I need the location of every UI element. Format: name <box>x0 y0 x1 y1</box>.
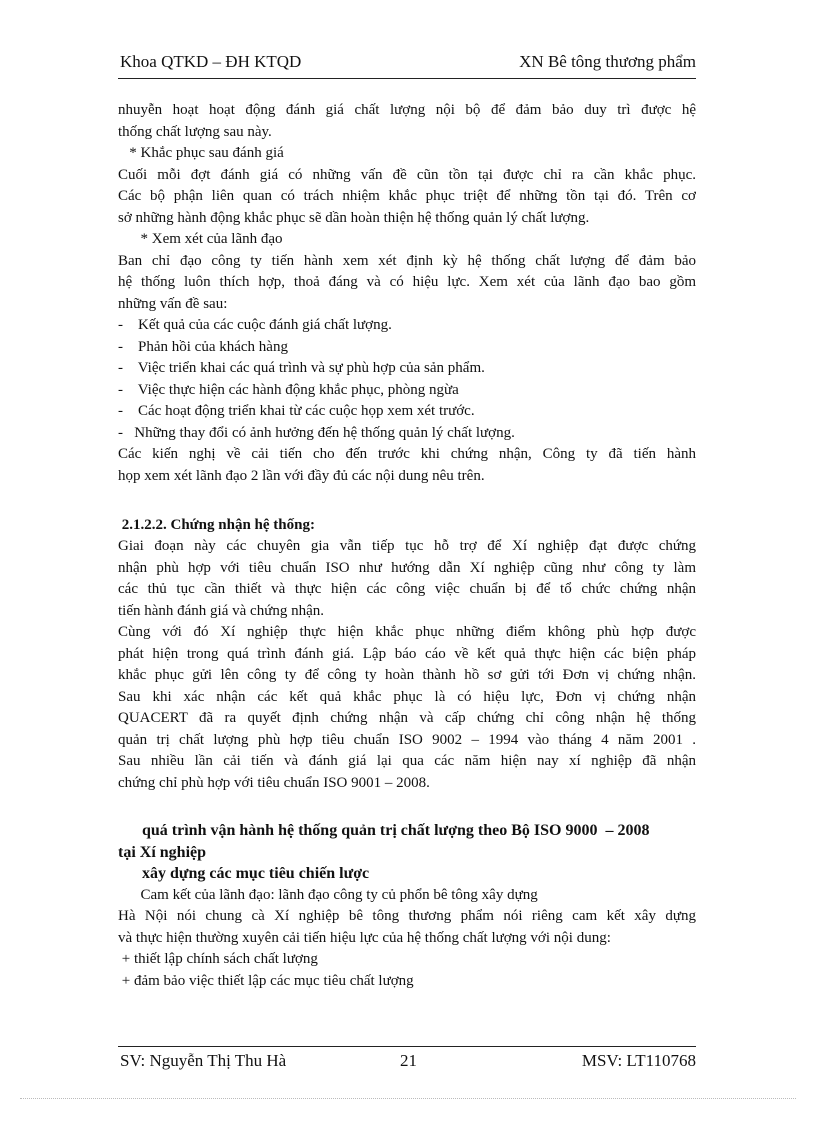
page-header <box>120 52 696 76</box>
text-line: * Khắc phục sau đánh giá <box>118 145 284 161</box>
text-line: và thực hiện thường xuyên cải tiến hiệu lực của hệ thống chất lượng với nội dung: <box>118 929 611 946</box>
text-line: Sau khi xác nhận các kết quả khắc phục là có hiệu lực, Đơn vị chứng nhận <box>118 688 696 705</box>
text-line: khắc phục gửi lên công ty để công ty hoàn thành hồ sơ gửi tới Đơn vị chứng nhận. <box>118 667 696 683</box>
plus-item: + đảm bảo việc thiết lập các mục tiêu chất lượng <box>118 972 414 989</box>
text-line: những vấn đề sau: <box>118 295 228 312</box>
footer-rule <box>118 1046 696 1047</box>
text-line: Cuối mỗi đợt đánh giá có những vấn đề cũn tồn tại được chỉ ra cần khắc phục. <box>118 166 696 183</box>
text-line: Ban chỉ đạo công ty tiến hành xem xét định kỳ hệ thống chất lượng để đảm bảo <box>118 252 696 269</box>
text-line: phát hiện trong quá trình đánh giá. Lập báo cáo về kết quả thực hiện các biện pháp <box>118 645 696 662</box>
text-line: * Xem xét của lãnh đạo <box>118 231 283 247</box>
text-line: Cam kết của lãnh đạo: lãnh đạo công ty củ phổn bê tông xây dựng <box>118 886 538 903</box>
bullet-item: - Các hoạt động triển khai từ các cuộc họp xem xét trước. <box>118 403 475 419</box>
footer-student: SV: Nguyễn Thị Thu Hà <box>120 1051 287 1070</box>
text-line: Hà Nội nói chung cà Xí nghiệp bê tông thương phẩm nói riêng cam kết xây dựng <box>118 908 696 924</box>
text-line: Sau nhiều lần cải tiến và đánh giá lại qua các năm hiện nay xí nghiệp đã nhận <box>118 753 696 769</box>
page-footer <box>120 1051 696 1075</box>
body-text <box>118 100 696 992</box>
subsection-heading-cont: tại Xí nghiệp <box>118 843 207 861</box>
page-edge-dotted-line <box>20 1098 796 1099</box>
text-line: sở những hành động khắc phục sẽ dần hoàn thiện hệ thống quản lý chất lượng. <box>118 209 590 226</box>
plus-item: + thiết lập chính sách chất lượng <box>118 951 318 967</box>
subsection-heading: quá trình vận hành hệ thống quản trị chất lượng theo Bộ ISO 9000 – 2008 <box>118 822 650 839</box>
blank-line <box>118 794 696 820</box>
text-line: hệ thống luôn thích hợp, thoả đáng và có hiệu lực. Xem xét của lãnh đạo bao gồm <box>118 274 696 290</box>
text-line: chứng chỉ phù hợp với tiêu chuẩn ISO 9001 – 2008. <box>118 774 430 791</box>
text-line: Giai đoạn này các chuyên gia vẫn tiếp tục hỗ trợ để Xí nghiệp đạt được chứng <box>118 538 696 554</box>
text-line: Cùng với đó Xí nghiệp thực hiện khắc phục những điểm không phù hợp được <box>118 624 696 640</box>
bullet-item: - Phản hồi của khách hàng <box>118 338 288 355</box>
text-line: nhuyễn hoạt hoạt động đánh giá chất lượng nội bộ để đảm bảo duy trì được hệ <box>118 102 696 118</box>
header-rule <box>118 78 696 79</box>
header-faculty: Khoa QTKD – ĐH KTQD <box>120 52 302 71</box>
bullet-item: - Việc triển khai các quá trình và sự phù hợp của sản phẩm. <box>118 360 485 376</box>
text-line: nhận phù hợp với tiêu chuẩn ISO như hướng dẫn Xí nghiệp cũng như công ty làm <box>118 559 696 576</box>
blank-line <box>118 487 696 509</box>
bullet-item: - Kết quả của các cuộc đánh giá chất lượng. <box>118 317 392 333</box>
text-line: thống chất lượng sau này. <box>118 123 272 140</box>
footer-student-id: MSV: LT110768 <box>581 1051 696 1070</box>
text-line: Các bộ phận liên quan có trách nhiệm khắc phục triệt để những tồn tại đó. Trên cơ <box>118 188 696 204</box>
header-enterprise: XN Bê tông thương phẩm <box>519 52 696 71</box>
section-heading: 2.1.2.2. Chứng nhận hệ thống: <box>118 516 315 533</box>
text-line: quản trị chất lượng phù hợp tiêu chuẩn ISO 9002 – 1994 vào tháng 4 năm 2001 . <box>118 731 696 748</box>
text-line: QUACERT đã ra quyết định chứng nhận và cấp chứng chỉ công nhận hệ thống <box>118 710 696 726</box>
text-line: các thủ tục cần thiết và thực hiện các công việc chuẩn bị để tổ chức chứng nhận <box>118 581 696 597</box>
bullet-item: - Những thay đổi có ảnh hưởng đến hệ thống quản lý chất lượng. <box>118 424 515 441</box>
subsection-heading: xây dựng các mục tiêu chiến lược <box>118 865 370 882</box>
text-line: tiến hành đánh giá và chứng nhận. <box>118 602 324 619</box>
text-line: Các kiến nghị về cải tiến cho đến trước khi chứng nhận, Công ty đã tiến hành <box>118 446 696 462</box>
page-number: 21 <box>400 1051 417 1070</box>
bullet-item: - Việc thực hiện các hành động khắc phục, phòng ngừa <box>118 381 459 398</box>
text-line: họp xem xét lãnh đạo 2 lần với đầy đủ các nội dung nêu trên. <box>118 467 485 484</box>
